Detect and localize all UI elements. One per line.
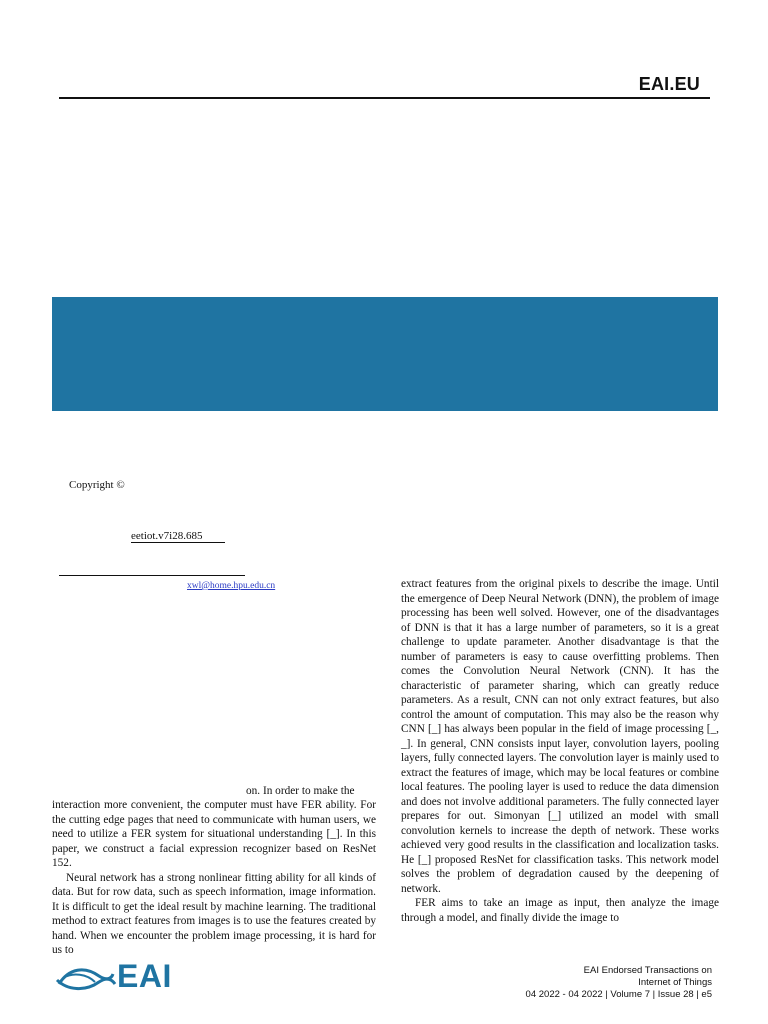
header-rule (59, 97, 710, 99)
eai-logo-text: EAI (117, 958, 172, 994)
site-name[interactable]: EAI.EU (638, 74, 700, 94)
issue-info: 04 2022 - 04 2022 | Volume 7 | Issue 28 | e5 (525, 989, 712, 1000)
doi-link[interactable]: eetiot.v7i28.685 (131, 530, 203, 542)
footnote-rule (59, 575, 245, 576)
journal-name-line-1: EAI Endorsed Transactions on (583, 965, 712, 976)
right-column (401, 577, 719, 925)
journal-name-line-2: Internet of Things (638, 977, 712, 988)
copyright-notice: Copyright © (69, 479, 125, 491)
left-paragraph-1: interaction more convenient, the computer must have FER ability. For the cutting edge pages that need to communicate with human users, we need to utilize a FER system for situational understanding [_]. In this paper, we construct a facial expression recognizer based on ResNet 152. (52, 799, 376, 869)
left-paragraph-2: Neural network has a strong nonlinear fitting ability for all kinds of data. But for row data, such as speech information, image information. It is difficult to get the ideal result by machine learning. The traditional method to extract features from images is to use the features created by hand. When we encounter the problem image processing, it is hard for us to (52, 871, 376, 956)
doi-underline (131, 542, 225, 543)
right-paragraph-1: extract features from the original pixels to describe the image. Until the emergence of Deep Neural Network (DNN), the problem of image processing has been well solved. However, one of the disadvantages of DNN is that it has a large number of parameters, so it is a great challenge to update parameter. Another disadvantage is that the number of parameters is easy to cause overfitting problems. Then comes the Convolution Neural Network (CNN). It has the characteristic of parameter sharing, which can greatly reduce parameters. As a result, CNN can not only extract features, but also control the amount of computation. This may also be the reason why CNN [_] has always been popular in the field of image processing [_, _]. In general, CNN consists input layer, convolution layers, pooling layers, fully connected layers. The convolution layer is mainly used to extract the features of image, which may be local features or combine local features. The pooling layer is used to reduce the data dimension and does not involve additional parameters. The fully connected layer prepares for out. Simonyan [_] utilized an model with small convolution kernels to increase the depth of network. These works achieved very good results in the classification and localization tasks. He [_] proposed ResNet for classification tasks. This network model solves the problem of degradation caused by the deepening of network. (401, 578, 719, 895)
journal-info (526, 965, 712, 1001)
left-column (52, 798, 376, 958)
title-banner (52, 297, 718, 411)
left-column-first-line: on. In order to make the (246, 785, 355, 797)
right-paragraph-2: FER aims to take an image as input, then analyze the image through a model, and finally divide the image to (401, 897, 719, 924)
author-email-link[interactable]: xwl@home.hpu.edu.cn (187, 581, 276, 591)
